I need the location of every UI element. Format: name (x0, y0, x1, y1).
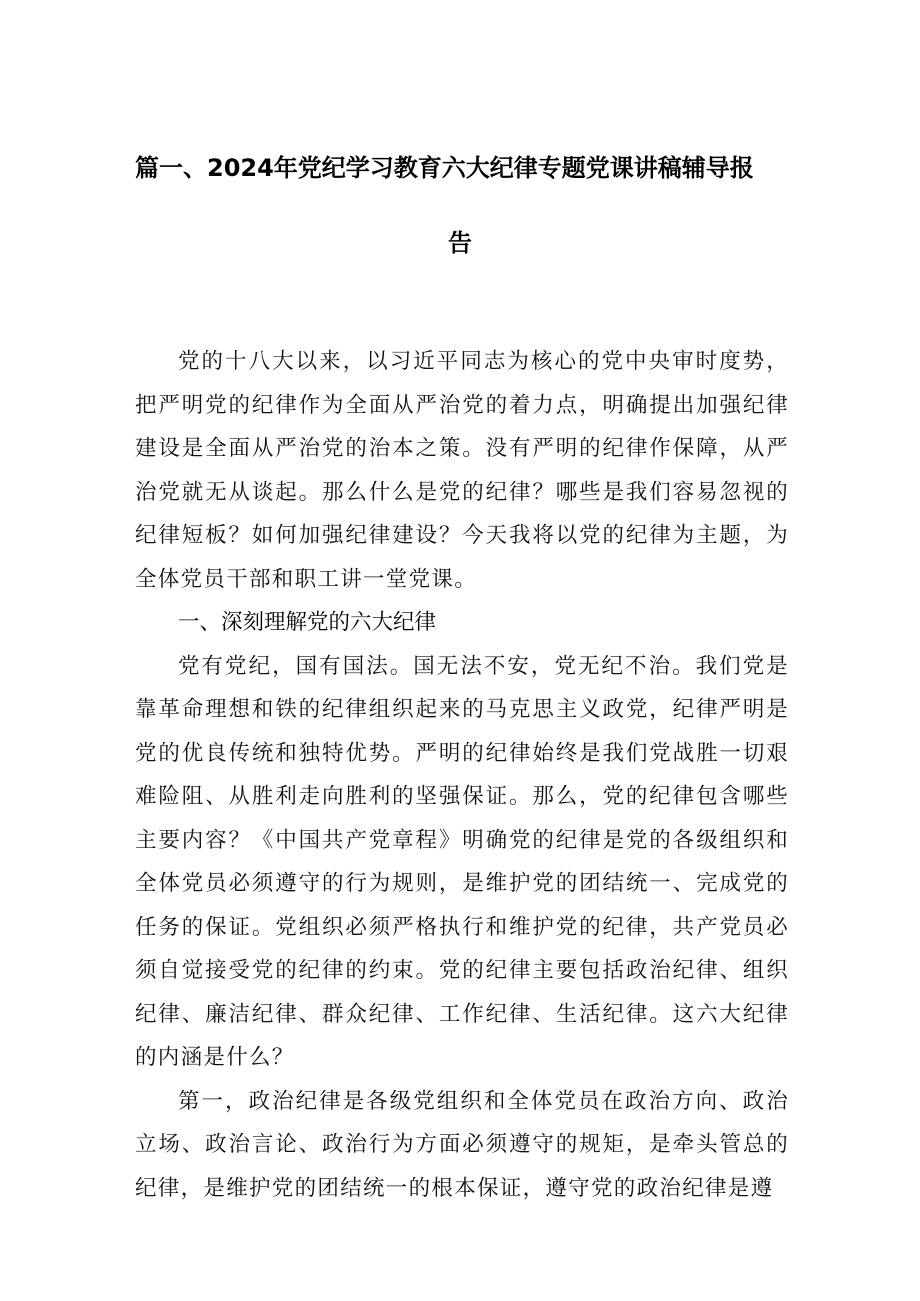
section-heading: 一、深刻理解党的六大纪律 (178, 610, 437, 635)
document-title-line-1: 篇一、2024年党纪学习教育六大纪律专题党课讲稿辅导报 (135, 154, 754, 182)
body-paragraph: 党有党纪，国有国法。国无法不安，党无纪不治。我们党是靠革命理想和铁的纪律组织起来的马克思主义政党，纪律严明是党的优良传统和独特优势。严明的纪律始终是我们党战胜一切艰难险阻、从胜利走向胜利的坚强保证。那么，党的纪律包含哪些主要内容？《中国共产党章程》明确党的纪律是党的各级组织和全体党员必须遵守的行为规则，是维护党的团结统一、完成党的任务的保证。党组织必须严格执行和维护党的纪律，共产党员必须自觉接受党的纪律的约束。党的纪律主要包括政治纪律、组织纪律、廉洁纪律、群众纪律、工作纪律、生活纪律。这六大纪律的内涵是什么？ (135, 653, 789, 1070)
intro-paragraph: 党的十八大以来，以习近平同志为核心的党中央审时度势，把严明党的纪律作为全面从严治党的着力点，明确提出加强纪律建设是全面从严治党的治本之策。没有严明的纪律作保障，从严治党就无从谈起。那么什么是党的纪律？哪些是我们容易忽视的纪律短板？如何加强纪律建设？今天我将以党的纪律为主题，为全体党员干部和职工讲一堂党课。 (135, 349, 789, 592)
body-paragraph: 第一，政治纪律是各级党组织和全体党员在政治方向、政治立场、政治言论、政治行为方面必须遵守的规矩，是牵头管总的纪律，是维护党的团结统一的根本保证，遵守党的政治纪律是遵 (135, 1088, 789, 1201)
document-title-line-2: 告 (448, 229, 472, 257)
document-body (135, 340, 789, 1210)
